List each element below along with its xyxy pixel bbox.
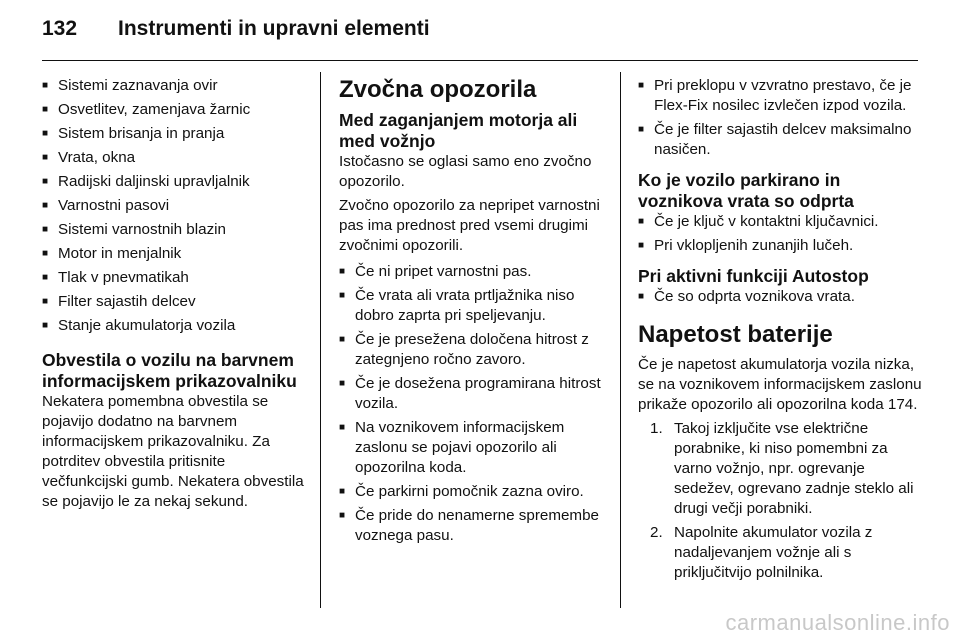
list-item: ■ Pri vklopljenih zunanjih lučeh. — [638, 236, 924, 256]
page-title: Instrumenti in upravni elementi — [118, 17, 430, 40]
list-item: ■ Če je filter sajastih delcev maksimalno nasičen. — [638, 120, 924, 160]
list-item: ■ Varnostni pasovi — [42, 196, 306, 216]
warning-list — [339, 262, 607, 546]
section-title-battery-voltage: Napetost baterije — [638, 321, 833, 348]
paragraph: Nekatera pomembna obvestila se pojavijo dodatno na barvnem informacijskem prikazovalniku. Za potrditev obvestila pritisnite večfunkcijski gumb. Nekatera obvestila se pojavijo le za nekaj sekund. — [42, 393, 304, 510]
list-item: ■ Sistemi varnostnih blazin — [42, 220, 306, 240]
list-item: ■ Če je dosežena programirana hitrost vozila. — [339, 374, 607, 414]
section-heading-color-info-display: Obvestila o vozilu na barvnem informacijskem prikazovalniku — [42, 350, 297, 391]
list-item: ■ Tlak v pnevmatikah — [42, 268, 306, 288]
step-item — [650, 523, 924, 583]
step-number: 2. — [650, 524, 663, 541]
list-item: ■ Če parkirni pomočnik zazna oviro. — [339, 482, 607, 502]
step-text: Napolnite akumulator vozila z nadaljevanjem vožnje ali s priključitvijo polnilnika. — [674, 524, 873, 581]
list-item: ■ Če so odprta voznikova vrata. — [638, 287, 924, 307]
paragraph: Zvočno opozorilo za nepripet varnostni pas ima prednost pred vsemi drugimi zvočnimi opozorili. — [339, 197, 600, 254]
warning-list — [638, 76, 924, 160]
list-item: ■ Radijski daljinski upravljalnik — [42, 172, 306, 192]
list-item: ■ Pri preklopu v vzvratno prestavo, če je Flex-Fix nosilec izvlečen izpod vozila. — [638, 76, 924, 116]
watermark: carmanualsonline.info — [725, 610, 950, 635]
warning-list — [638, 287, 924, 307]
column-divider — [320, 72, 321, 608]
list-item: ■ Če ni pripet varnostni pas. — [339, 262, 607, 282]
header-rule — [42, 60, 918, 61]
column-left — [42, 76, 306, 516]
section-title-audible-warnings: Zvočna opozorila — [339, 76, 537, 103]
paragraph: Istočasno se oglasi samo eno zvočno opozorilo. — [339, 153, 592, 190]
column-divider — [620, 72, 621, 608]
column-right — [638, 76, 924, 587]
subheading-autostop: Pri aktivni funkciji Autostop — [638, 266, 869, 286]
topic-list — [42, 76, 306, 336]
list-item: ■ Filter sajastih delcev — [42, 292, 306, 312]
list-item: ■ Na voznikovem informacijskem zaslonu se pojavi opozorilo ali opozorilna koda. — [339, 418, 607, 478]
list-item: ■ Če je ključ v kontaktni ključavnici. — [638, 212, 924, 232]
steps-list — [650, 419, 924, 583]
list-item: ■ Sistemi zaznavanja ovir — [42, 76, 306, 96]
column-middle — [339, 76, 607, 550]
subheading-engine-start: Med zaganjanjem motorja ali med vožnjo — [339, 110, 578, 151]
step-text: Takoj izključite vse električne porabnike, ki niso pomembni za varno vožnjo, npr. ogrevanje sedežev, ogrevano zadnje steklo ali drugi večji porabniki. — [674, 420, 914, 517]
page-number: 132 — [42, 17, 78, 40]
step-item — [650, 419, 924, 519]
subheading-parked: Ko je vozilo parkirano in voznikova vrata so odprta — [638, 170, 854, 211]
list-item: ■ Če pride do nenamerne spremembe voznega pasu. — [339, 506, 607, 546]
list-item: ■ Motor in menjalnik — [42, 244, 306, 264]
list-item: ■ Če je presežena določena hitrost z zategnjeno ročno zavoro. — [339, 330, 607, 370]
paragraph: Če je napetost akumulatorja vozila nizka, se na voznikovem informacijskem zaslonu prikaže opozorilo ali opozorilna koda 174. — [638, 356, 922, 413]
list-item: ■ Stanje akumulatorja vozila — [42, 316, 306, 336]
page-header — [0, 0, 960, 62]
list-item: ■ Osvetlitev, zamenjava žarnic — [42, 100, 306, 120]
warning-list — [638, 212, 924, 256]
list-item: ■ Če vrata ali vrata prtljažnika niso dobro zaprta pri speljevanju. — [339, 286, 607, 326]
step-number: 1. — [650, 420, 663, 437]
list-item: ■ Sistem brisanja in pranja — [42, 124, 306, 144]
list-item: ■ Vrata, okna — [42, 148, 306, 168]
